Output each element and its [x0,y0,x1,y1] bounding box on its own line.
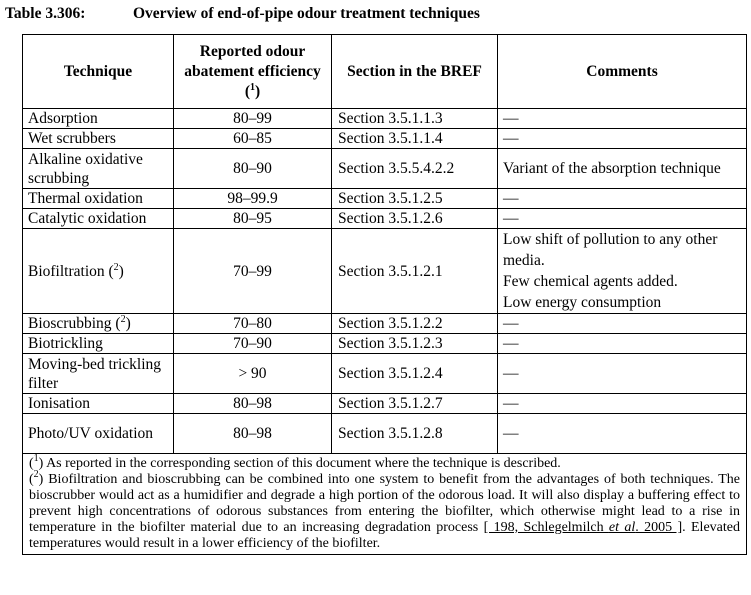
technique-cell: Biotrickling [23,334,174,354]
efficiency-cell: 80–98 [174,414,332,454]
section-cell: Section 3.5.1.2.1 [332,229,498,314]
technique-cell: Alkaline oxidative scrubbing [23,149,174,189]
efficiency-cell: 60–85 [174,129,332,149]
footnote-1: ($^1$) As reported in the corresponding section of this document where the technique is described. [29,453,561,471]
table-row [23,209,747,229]
table-row [23,129,747,149]
comments-cell: — [498,189,747,209]
citation-text-a: [ 198, Schlegelmilch [483,520,609,535]
efficiency-cell: 80–98 [174,394,332,414]
section-cell: Section 3.5.1.2.3 [332,334,498,354]
table-row [23,149,747,189]
footnote-2-text-a: Biofiltration and bioscrubbing can be combined into one system to benefit from the advantages of both techniques. The bioscrubber would act as a humidifier and degrade a high portion of the odorous load. It will also display a buffering effect to prevent high concentrations of odorous substances from entering the biofilter, which otherwise might lead to a rise in temperature in the biofilter material due to an increasing degradation process [29,472,741,535]
table-row [23,394,747,414]
section-cell: Section 3.5.1.2.5 [332,189,498,209]
efficiency-cell: 70–99 [174,229,332,314]
technique-cell: Catalytic oxidation [23,209,174,229]
footnote-ref-1: 1 [250,81,255,93]
table-row [23,334,747,354]
citation-link[interactable] [484,520,683,535]
citation-etal: et al [608,520,636,535]
table-row [23,109,747,129]
technique-cell: Moving-bed trickling filter [23,354,174,394]
table-row [23,314,747,334]
section-cell: Section 3.5.1.2.4 [332,354,498,394]
section-cell: Section 3.5.1.2.6 [332,209,498,229]
technique-cell: Thermal oxidation [23,189,174,209]
footnotes-cell [23,454,747,555]
footnotes-row [23,454,747,555]
footnote-2: ($^2$) Biofiltration and bioscrubbing can be combined into one system to benefit from the advantages of both techniques. The bioscrubber would act as a humidifier and degrade a high portion of the odorous load. It will also display a buffering effect to prevent high concentrations of odorous substances from entering the biofilter, which otherwise might lead to a rise in temperature in the biofilter material due to an increasing degradation process [ 198, Schlegelmilch et al. 2005 ]. Elevated temperatures would result in a lower efficiency of the biofilter. [29,469,741,551]
citation-text-b: . 2005 ] [635,520,683,535]
table-row [23,354,747,394]
header-efficiency [174,35,332,109]
table-row [23,229,747,314]
section-cell: Section 3.5.1.1.4 [332,129,498,149]
technique-text: Biofiltration ( [28,262,114,280]
efficiency-cell: 80–99 [174,109,332,129]
header-section: Section in the BREF [332,35,498,109]
footnote-1-mark: 1 [33,453,39,464]
table-caption [5,5,480,23]
technique-cell: Bioscrubbing ($^2$) [23,314,174,334]
table-number: Table 3.306: [5,5,86,22]
section-cell: Section 3.5.5.4.2.2 [332,149,498,189]
comments-cell: — [498,394,747,414]
odour-treatment-table [22,34,747,555]
footnote-ref-2: 2 [113,261,119,273]
technique-text: Bioscrubbing ( [28,315,121,332]
section-cell: Section 3.5.1.2.2 [332,314,498,334]
footnote-2-mark: 2 [33,469,39,480]
header-comments: Comments [498,35,747,109]
header-technique: Technique [23,35,174,109]
comments-cell: — [498,354,747,394]
section-cell: Section 3.5.1.2.8 [332,414,498,454]
table-row [23,414,747,454]
comments-cell: — [498,414,747,454]
comments-cell: — [498,314,747,334]
header-efficiency-text: Reported odour abatement efficiency ( [184,42,321,100]
comments-cell: — [498,109,747,129]
header-row [23,35,747,109]
footnote-2-text-b: . Elevated temperatures would result in a lower efficiency of the biofilter. [29,520,740,551]
efficiency-cell: 70–90 [174,334,332,354]
header-efficiency-close: ) [255,82,261,100]
efficiency-cell: 80–95 [174,209,332,229]
technique-cell: Ionisation [23,394,174,414]
comments-cell: — [498,209,747,229]
comments-cell: Variant of the absorption technique [498,149,747,189]
comments-cell: — [498,334,747,354]
technique-cell: Wet scrubbers [23,129,174,149]
efficiency-cell: 80–90 [174,149,332,189]
technique-cell: Biofiltration ($^2$) [23,229,174,314]
efficiency-cell: 70–80 [174,314,332,334]
comments-cell: — [498,129,747,149]
section-cell: Section 3.5.1.1.3 [332,109,498,129]
table-title: Overview of end-of-pipe odour treatment techniques [133,5,480,22]
table-body [23,109,747,555]
footnote-ref-2: 2 [120,314,126,325]
table-row [23,189,747,209]
section-cell: Section 3.5.1.2.7 [332,394,498,414]
comments-cell: Low shift of pollution to any other media. Few chemical agents added. Low energy consumption [498,229,747,314]
efficiency-cell: 98–99.9 [174,189,332,209]
technique-cell: Photo/UV oxidation [23,414,174,454]
technique-cell: Adsorption [23,109,174,129]
footnote-1-text: As reported in the corresponding section of this document where the technique is described. [46,456,561,471]
efficiency-cell: > 90 [174,354,332,394]
